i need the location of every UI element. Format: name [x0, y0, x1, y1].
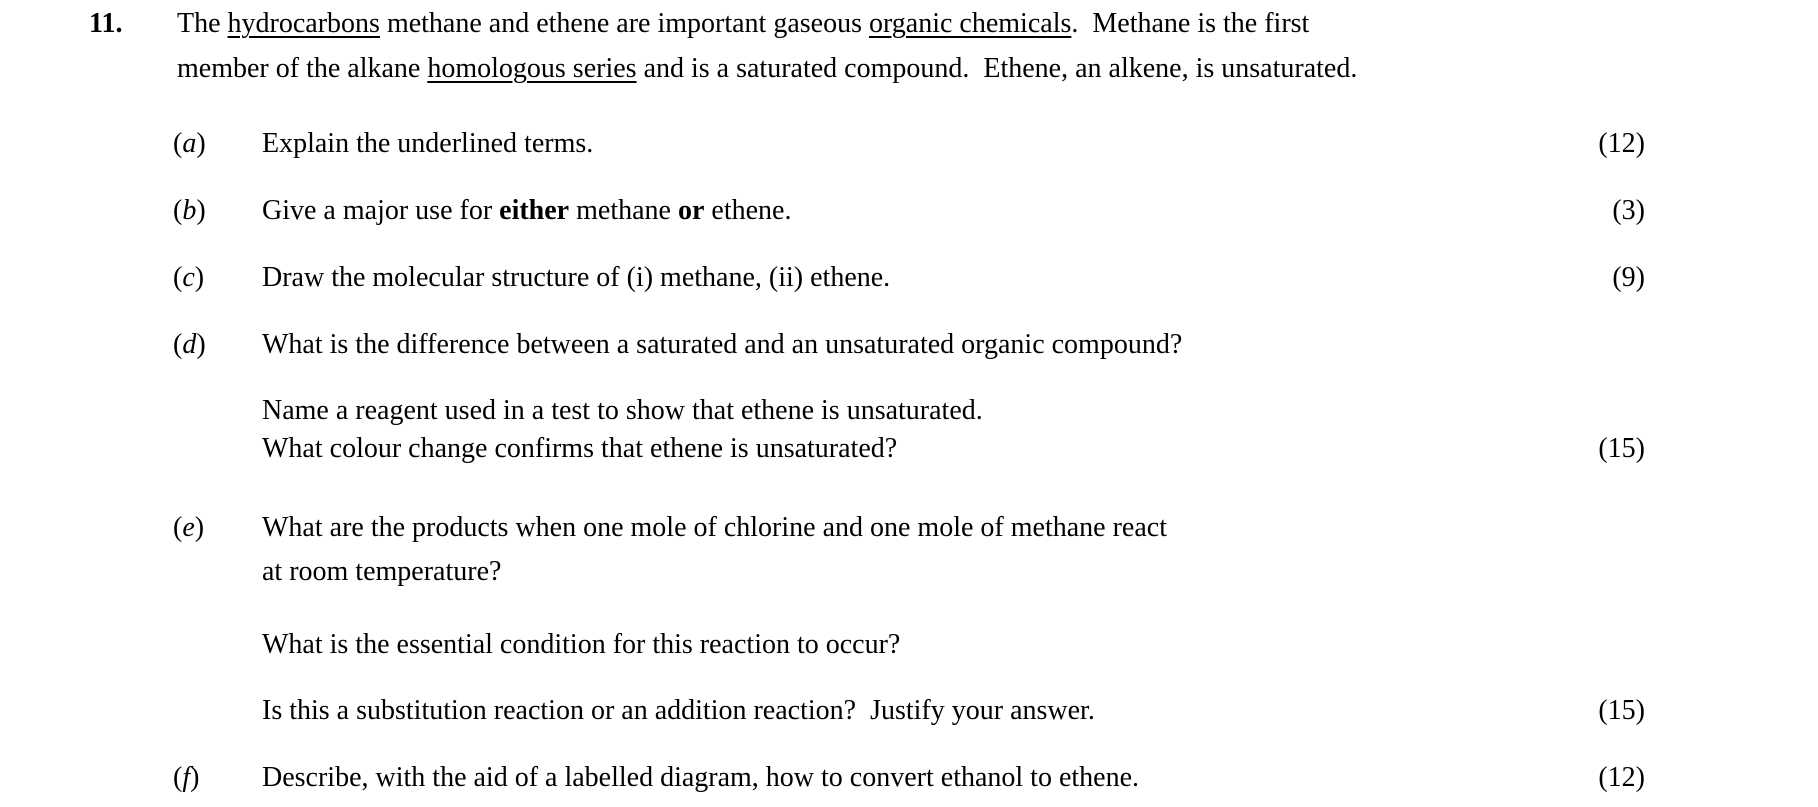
intro-text: and is a saturated compound. Ethene, an alkene, is unsaturated.	[636, 53, 1358, 84]
part-label-f: (f)	[173, 762, 200, 793]
part-c-text: Draw the molecular structure of (i) methane, (ii) ethene.	[262, 262, 891, 293]
intro-line-1	[177, 10, 1309, 38]
underlined-term-hydrocarbons: hydrocarbons	[227, 8, 380, 39]
part-d-text-1: What is the difference between a saturated and an unsaturated organic compound?	[262, 329, 1183, 360]
part-e-text-2: at room temperature?	[262, 556, 502, 587]
part-b-marks: (3)	[1612, 195, 1645, 226]
part-d-text-3: What colour change confirms that ethene is unsaturated?	[262, 433, 898, 464]
text: ethene.	[704, 195, 792, 226]
intro-line-2	[177, 55, 1357, 83]
part-a-marks: (12)	[1598, 128, 1645, 159]
text: methane	[569, 195, 678, 226]
part-f-text: Describe, with the aid of a labelled diagram, how to convert ethanol to ethene.	[262, 762, 1140, 793]
part-d-text-2: Name a reagent used in a test to show that ethene is unsaturated.	[262, 395, 983, 426]
part-label-e: (e)	[173, 512, 205, 543]
part-e-marks: (15)	[1598, 695, 1645, 726]
intro-text: The	[177, 8, 228, 39]
part-label-d: (d)	[173, 329, 206, 360]
part-f-marks: (12)	[1598, 762, 1645, 793]
question-number: 11.	[89, 8, 123, 39]
emphasis-or: or	[677, 195, 705, 226]
underlined-term-homologous-series: homologous series	[427, 53, 637, 84]
part-e-text-1: What are the products when one mole of chlorine and one mole of methane react	[262, 512, 1167, 543]
intro-text: . Methane is the first	[1071, 8, 1310, 39]
part-label-a: (a)	[173, 128, 206, 159]
part-c-marks: (9)	[1612, 262, 1645, 293]
part-e-text-4: Is this a substitution reaction or an addition reaction? Justify your answer.	[262, 695, 1095, 726]
part-b-text	[262, 197, 791, 225]
part-label-b: (b)	[173, 195, 206, 226]
intro-text: methane and ethene are important gaseous	[379, 8, 869, 39]
intro-text: member of the alkane	[177, 53, 428, 84]
emphasis-either: either	[499, 195, 570, 226]
part-e-text-3: What is the essential condition for this reaction to occur?	[262, 629, 901, 660]
part-d-marks: (15)	[1598, 433, 1645, 464]
text: Give a major use for	[262, 195, 500, 226]
part-a-text: Explain the underlined terms.	[262, 128, 594, 159]
underlined-term-organic-chemicals: organic chemicals	[868, 8, 1072, 39]
part-label-c: (c)	[173, 262, 205, 293]
